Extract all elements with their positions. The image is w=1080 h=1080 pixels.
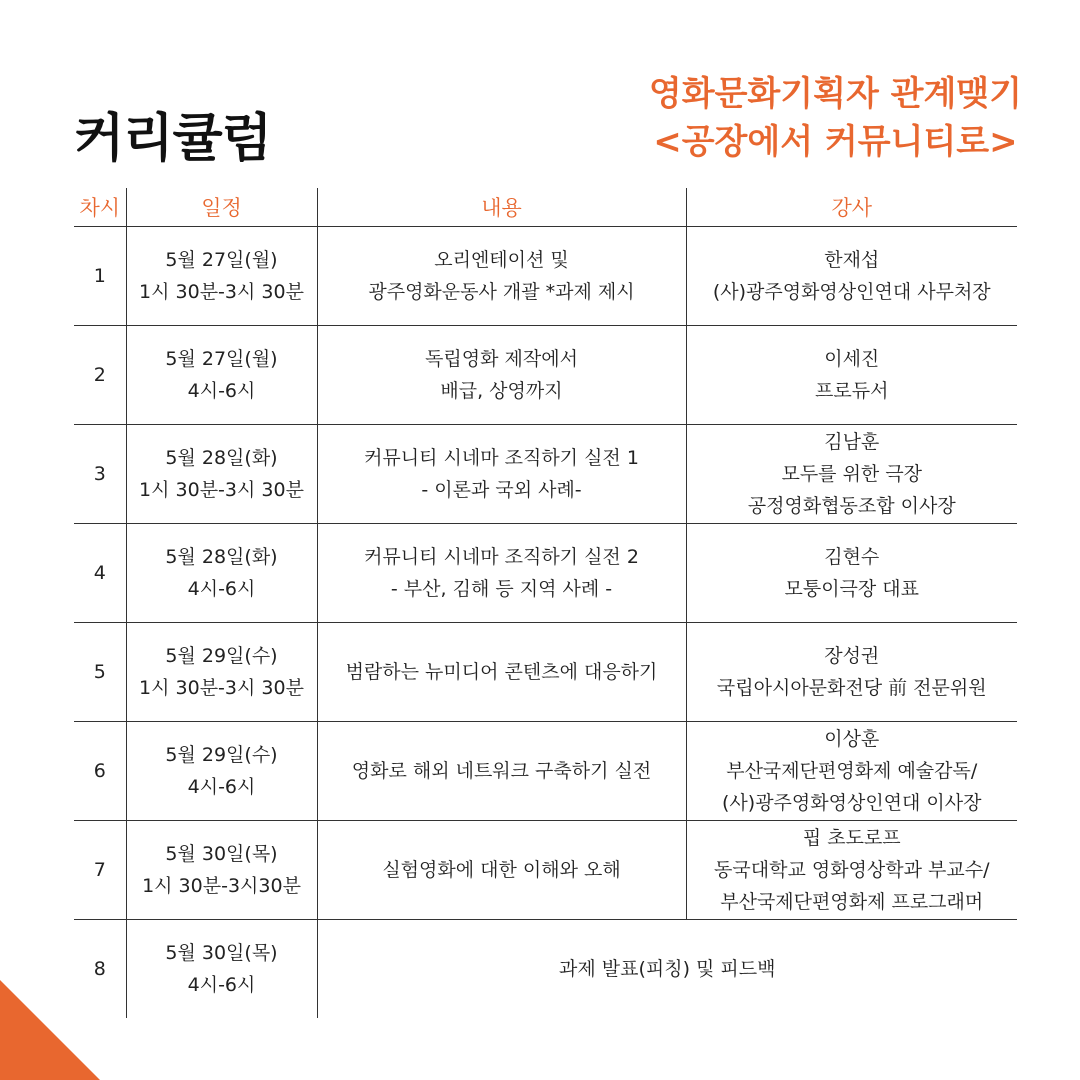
content-line: 영화로 해외 네트워크 구축하기 실전 bbox=[351, 760, 652, 782]
schedule-cell bbox=[126, 326, 317, 425]
instructor-line: (사)광주영화영상인연대 이사장 bbox=[722, 792, 982, 814]
instructor-line: 부산국제단편영화제 프로그래머 bbox=[720, 891, 984, 913]
schedule-time: 1시 30분-3시 30분 bbox=[139, 479, 304, 501]
schedule-time: 1시 30분-3시 30분 bbox=[139, 677, 304, 699]
instructor-line: 국립아시아문화전당 前 전문위원 bbox=[716, 677, 987, 699]
schedule-cell bbox=[126, 623, 317, 722]
session-number: 7 bbox=[74, 821, 126, 920]
session-number: 1 bbox=[74, 227, 126, 326]
instructor-line: 김남훈 bbox=[824, 431, 880, 453]
content-line: 범람하는 뉴미디어 콘텐츠에 대응하기 bbox=[345, 661, 658, 683]
schedule-time: 1시 30분-3시 30분 bbox=[139, 281, 304, 303]
program-title bbox=[649, 70, 1022, 166]
content-cell bbox=[317, 227, 686, 326]
schedule-date: 5월 27일(월) bbox=[165, 348, 278, 370]
instructor-cell bbox=[686, 425, 1017, 524]
content-line: 광주영화운동사 개괄 *과제 제시 bbox=[368, 281, 635, 303]
content-line: 오리엔테이션 및 bbox=[434, 249, 569, 271]
instructor-line: 동국대학교 영화영상학과 부교수/ bbox=[714, 859, 990, 881]
instructor-line: 이상훈 bbox=[824, 728, 880, 750]
instructor-line: 프로듀서 bbox=[815, 380, 889, 402]
instructor-line: 김현수 bbox=[824, 546, 880, 568]
schedule-cell bbox=[126, 920, 317, 1019]
column-header-schedule: 일정 bbox=[126, 188, 317, 227]
instructor-line: 모두를 위한 극장 bbox=[781, 463, 923, 485]
schedule-date: 5월 30일(목) bbox=[165, 843, 278, 865]
schedule-date: 5월 29일(수) bbox=[165, 645, 278, 667]
table-row bbox=[74, 623, 1017, 722]
page-title: 커리큘럼 bbox=[74, 109, 271, 169]
table-row bbox=[74, 227, 1017, 326]
schedule-date: 5월 27일(월) bbox=[165, 249, 278, 271]
table-row bbox=[74, 722, 1017, 821]
content-line: 커뮤니티 시네마 조직하기 실전 1 bbox=[364, 447, 639, 469]
content-line: 독립영화 제작에서 bbox=[425, 348, 578, 370]
instructor-line: 한재섭 bbox=[824, 249, 880, 271]
instructor-line: 핍 초도로프 bbox=[802, 827, 901, 849]
schedule-date: 5월 29일(수) bbox=[165, 744, 278, 766]
content-line: - 이론과 국외 사례- bbox=[421, 479, 582, 501]
curriculum-table bbox=[74, 188, 1017, 1018]
schedule-time: 1시 30분-3시30분 bbox=[142, 875, 301, 897]
table-header-row bbox=[74, 188, 1017, 227]
instructor-line: 이세진 bbox=[824, 348, 880, 370]
instructor-line: 부산국제단편영화제 예술감독/ bbox=[726, 760, 978, 782]
instructor-cell bbox=[686, 227, 1017, 326]
corner-decoration bbox=[0, 980, 100, 1080]
content-line: 실험영화에 대한 이해와 오해 bbox=[382, 859, 621, 881]
table-row bbox=[74, 524, 1017, 623]
content-cell bbox=[317, 920, 1017, 1019]
schedule-time: 4시-6시 bbox=[187, 974, 256, 996]
session-number: 8 bbox=[93, 958, 106, 980]
schedule-date: 5월 30일(목) bbox=[165, 942, 278, 964]
content-cell bbox=[317, 623, 686, 722]
session-number: 2 bbox=[74, 326, 126, 425]
instructor-cell bbox=[686, 326, 1017, 425]
session-number: 5 bbox=[74, 623, 126, 722]
schedule-time: 4시-6시 bbox=[187, 380, 256, 402]
column-header-session: 차시 bbox=[74, 188, 126, 227]
schedule-cell bbox=[126, 722, 317, 821]
instructor-line: (사)광주영화영상인연대 사무처장 bbox=[712, 281, 991, 303]
instructor-cell bbox=[686, 623, 1017, 722]
schedule-date: 5월 28일(화) bbox=[165, 447, 278, 469]
schedule-cell bbox=[126, 425, 317, 524]
instructor-cell bbox=[686, 524, 1017, 623]
content-cell bbox=[317, 821, 686, 920]
program-title-line-2: <공장에서 커뮤니티로> bbox=[653, 122, 1018, 162]
schedule-date: 5월 28일(화) bbox=[165, 546, 278, 568]
instructor-line: 공정영화협동조합 이사장 bbox=[747, 495, 956, 517]
column-header-content: 내용 bbox=[317, 188, 686, 227]
table-row bbox=[74, 821, 1017, 920]
content-line: 과제 발표(피칭) 및 피드백 bbox=[559, 958, 776, 980]
schedule-time: 4시-6시 bbox=[187, 578, 256, 600]
content-line: 커뮤니티 시네마 조직하기 실전 2 bbox=[364, 546, 639, 568]
instructor-line: 장성권 bbox=[824, 645, 880, 667]
content-line: 배급, 상영까지 bbox=[440, 380, 563, 402]
content-cell bbox=[317, 722, 686, 821]
instructor-cell bbox=[686, 722, 1017, 821]
instructor-line: 모퉁이극장 대표 bbox=[784, 578, 920, 600]
session-number: 6 bbox=[74, 722, 126, 821]
column-header-instructor: 강사 bbox=[686, 188, 1017, 227]
table-row bbox=[74, 326, 1017, 425]
content-line: - 부산, 김해 등 지역 사례 - bbox=[390, 578, 613, 600]
table-row bbox=[74, 920, 1017, 1019]
instructor-cell bbox=[686, 821, 1017, 920]
program-title-line-1: 영화문화기획자 관계맺기 bbox=[648, 74, 1022, 114]
schedule-time: 4시-6시 bbox=[187, 776, 256, 798]
session-number: 4 bbox=[74, 524, 126, 623]
session-number: 3 bbox=[74, 425, 126, 524]
content-cell bbox=[317, 326, 686, 425]
content-cell bbox=[317, 524, 686, 623]
schedule-cell bbox=[126, 821, 317, 920]
table-row bbox=[74, 425, 1017, 524]
content-cell bbox=[317, 425, 686, 524]
schedule-cell bbox=[126, 524, 317, 623]
schedule-cell bbox=[126, 227, 317, 326]
